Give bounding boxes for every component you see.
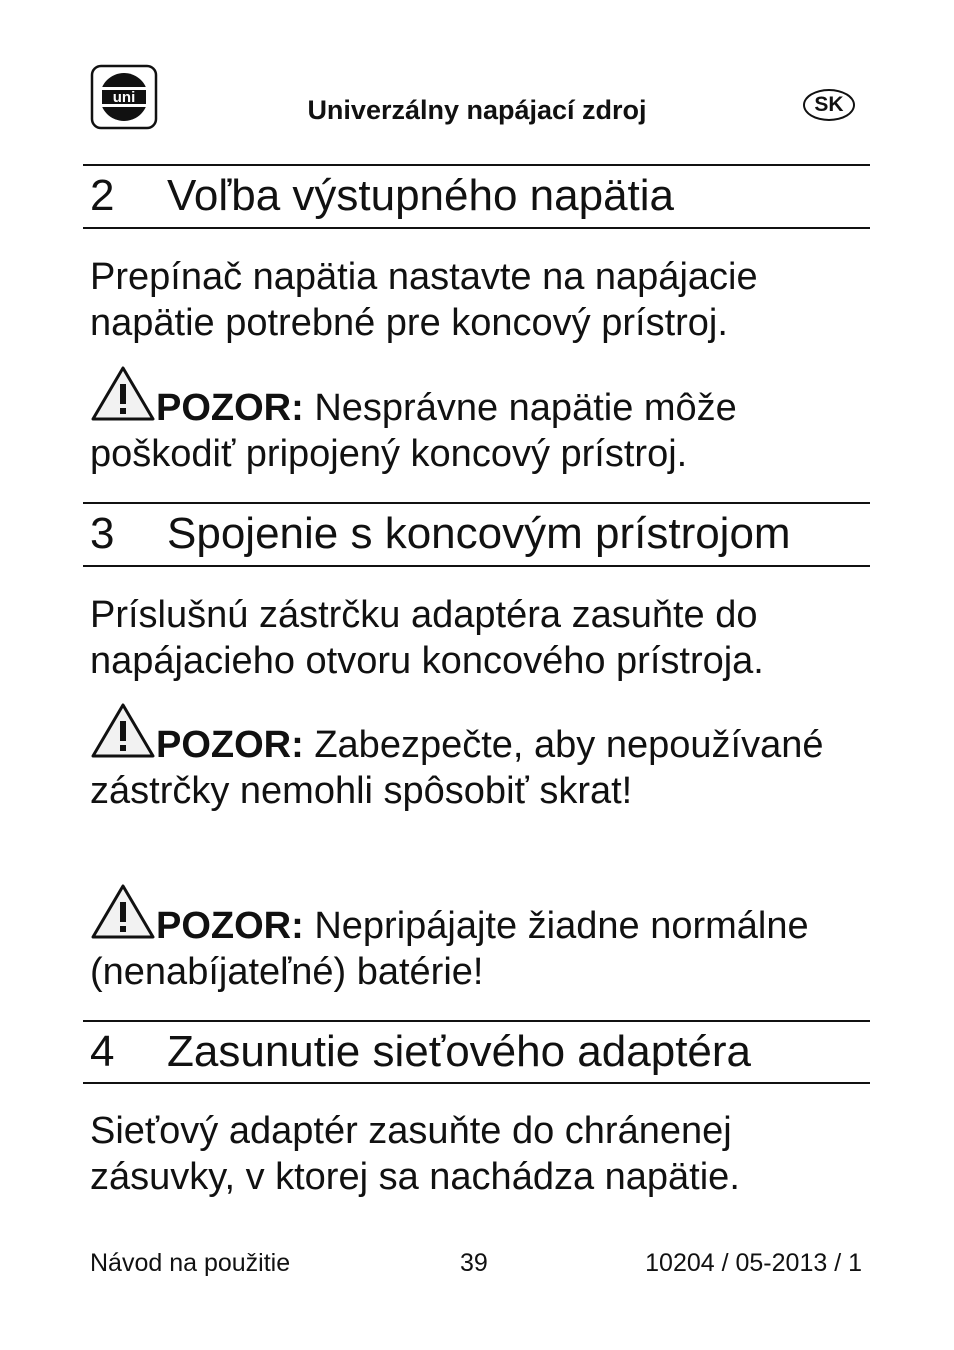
warning-triangle-icon xyxy=(90,882,156,940)
section-paragraph: Prepínač napätia nastavte na napájacie napätie potrebné pre koncový prístroj. xyxy=(90,256,758,344)
warning-text: Nepripájajte žiadne normálne (nenabíjateľné) batérie! xyxy=(90,905,809,993)
language-badge: SK xyxy=(803,89,855,121)
section-paragraph: Sieťový adaptér zasuňte do chránenej zásuvky, v ktorej sa nachádza napätie. xyxy=(90,1110,740,1198)
section-number: 4 xyxy=(90,1027,115,1076)
footer-page-number: 39 xyxy=(460,1249,488,1277)
warning-paragraph xyxy=(90,364,860,477)
section-rule-bottom xyxy=(83,565,870,567)
section-rule-bottom xyxy=(83,1082,870,1084)
footer-manual-label: Návod na použitie xyxy=(90,1249,291,1277)
footer-document-id: 10204 / 05-2013 / 1 xyxy=(645,1249,862,1277)
header-title: Univerzálny napájací zdroj xyxy=(307,95,647,125)
svg-text:uni: uni xyxy=(112,89,136,106)
warning-label: POZOR: xyxy=(156,387,304,429)
warning-label: POZOR: xyxy=(156,905,304,947)
section-title: Voľba výstupného napätia xyxy=(167,171,675,220)
section-heading xyxy=(90,166,674,226)
section-title: Zasunutie sieťového adaptéra xyxy=(167,1027,752,1076)
section-rule-bottom xyxy=(83,227,870,229)
warning-paragraph xyxy=(90,882,860,995)
warning-text: Zabezpečte, aby nepoužívané zástrčky nemohli spôsobiť skrat! xyxy=(90,724,824,812)
section-paragraph: Príslušnú zástrčku adaptéra zasuňte do napájacieho otvoru koncového prístroja. xyxy=(90,594,764,682)
warning-label: POZOR: xyxy=(156,724,304,766)
section-heading xyxy=(90,504,791,564)
warning-triangle-icon xyxy=(90,701,156,759)
warning-text: Nesprávne napätie môže poškodiť pripojený koncový prístroj. xyxy=(90,387,737,475)
section-number: 2 xyxy=(90,171,115,220)
section-title: Spojenie s koncovým prístrojom xyxy=(167,509,791,558)
section-heading xyxy=(90,1022,751,1082)
section-number: 3 xyxy=(90,509,115,558)
warning-paragraph xyxy=(90,701,860,814)
warning-triangle-icon xyxy=(90,364,156,422)
